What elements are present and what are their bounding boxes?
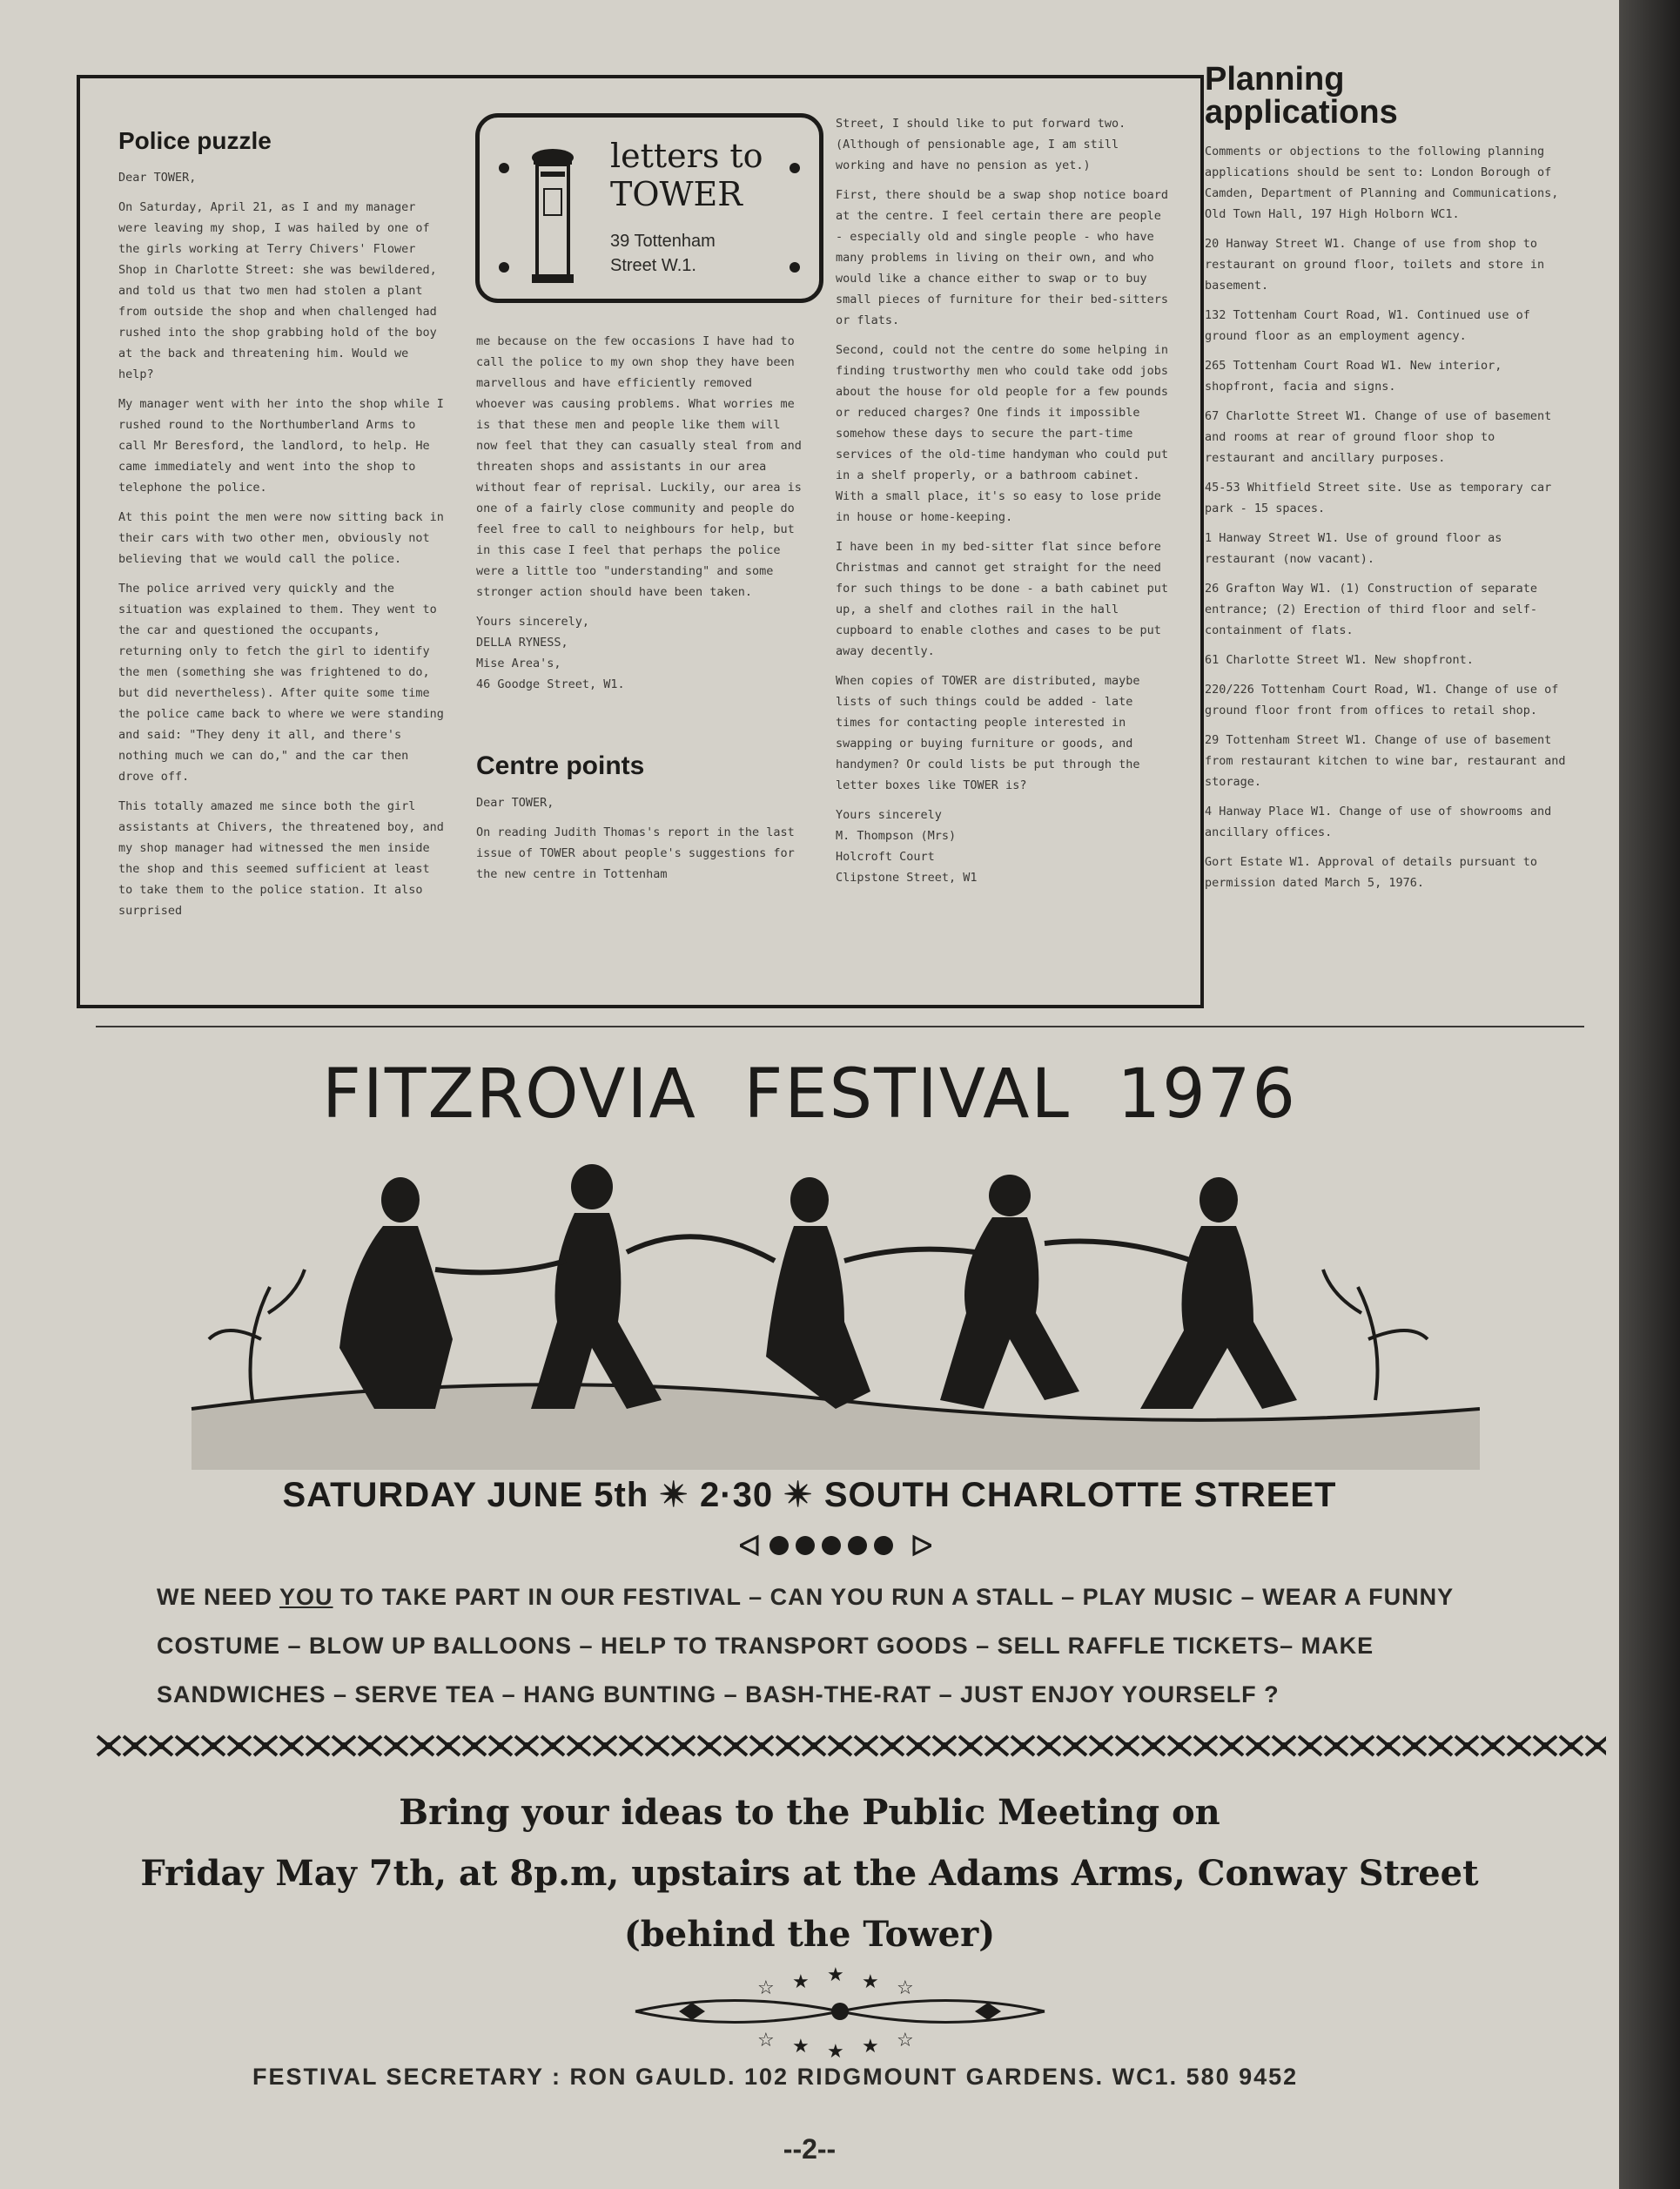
logo-address-line1: 39 Tottenham xyxy=(610,232,716,251)
svg-text:★: ★ xyxy=(827,1964,844,1986)
meeting-line-2: Friday May 7th, at 8p.m, upstairs at the Adams Arms, Conway Street xyxy=(140,1853,1479,1894)
bullet-icon xyxy=(499,163,509,173)
page-edge-shadow xyxy=(1619,0,1680,2189)
letter-greeting: Dear TOWER, xyxy=(118,171,197,185)
star-ornament-icon xyxy=(627,1963,1053,2059)
letter-continued xyxy=(476,331,807,893)
letter-paragraph: When copies of TOWER are distributed, maybe lists of such things could be added - late times for contacting people interested in swapping or buying furniture or goods, and handymen? Or could lists be put through the letter boxes like TOWER is? xyxy=(836,674,1140,792)
festival-title: FITZROVIA FESTIVAL 1976 xyxy=(321,1055,1298,1134)
letter-paragraph: The police arrived very quickly and the situation was explained to them. They went to the car and questioned the occupants, returning only to fetch the girl to identify the men (something she was frightened to do, but did nevertheless). After quite some time the police came back to where we were standing and said: "They deny it all, and there's nothing much we can do," and the car then drove off. xyxy=(118,582,444,784)
planning-item: 4 Hanway Place W1. Change of use of showrooms and ancillary offices. xyxy=(1205,805,1552,839)
svg-text:★: ★ xyxy=(827,2041,844,2059)
bullet-ornament-icon xyxy=(740,1532,931,1559)
logo-address xyxy=(610,229,716,278)
planning-item: 220/226 Tottenham Court Road, W1. Change of use of ground floor front from offices to retail shop. xyxy=(1205,683,1559,717)
letter-signature: DELLA RYNESS, xyxy=(476,636,568,650)
svg-text:☆: ☆ xyxy=(757,1977,775,1999)
svg-text:☆: ☆ xyxy=(897,2030,914,2051)
svg-text:★: ★ xyxy=(792,1971,810,1993)
meeting-line-1: Bring your ideas to the Public Meeting on xyxy=(399,1792,1220,1833)
decorative-border xyxy=(96,1731,1606,1761)
letter-paragraph: On reading Judith Thomas's report in the last issue of TOWER about people's suggestions for the new centre in Tottenham xyxy=(476,825,795,881)
letter-paragraph: me because on the few occasions I have had to call the police to my own shop they have been marvellous and have efficiently removed whoever was causing problems. What worries me is that these men and people like them will now feel that they can casually steal from and threaten shops and assistants in our area without fear of reprisal. Luckily, our area is one of a fairly close community and people do feel free to call to neighbours for help, but in this case I feel that perhaps the police were a little too "understanding" and some stronger action should have been taken. xyxy=(476,334,802,599)
letter-paragraph: Second, could not the centre do some helping in finding trustworthy men who could take odd jobs about the house for old people for a few pounds or reduced charges? One finds it impossible somehow these days to secure the part-time services of the old-time handyman who could put in a shelf properly, or a bathroom cabinet. With a small place, it's so easy to lose pride in house or home-keeping. xyxy=(836,343,1169,524)
letter-signature: M. Thompson (Mrs) xyxy=(836,829,957,843)
bullet-icon xyxy=(790,163,800,173)
logo-title xyxy=(610,137,763,213)
letter-paragraph: My manager went with her into the shop while I rushed round to the Northumberland Arms to call Mr Beresford, the landlord, to help. He came immediately and went into the shop to telephone the police. xyxy=(118,397,444,495)
planning-applications xyxy=(1205,63,1570,902)
letter-paragraph: First, there should be a swap shop notice board at the centre. I feel certain there are people - especially old and single people - who have many problems in living on their own, and who would like a chance either to swap or to buy small pieces of furniture for their bed-sitters or flats. xyxy=(836,188,1169,327)
letters-section xyxy=(77,75,1204,1008)
letter-address: 46 Goodge Street, W1. xyxy=(476,677,625,691)
svg-text:★: ★ xyxy=(862,1971,879,1993)
centre-points-continued xyxy=(836,113,1171,888)
appeal-text: WE NEED xyxy=(157,1584,280,1610)
planning-item: 20 Hanway Street W1. Change of use from shop to restaurant on ground floor, toilets and store in basement. xyxy=(1205,237,1545,293)
svg-text:★: ★ xyxy=(792,2036,810,2058)
letter-sign-off: Yours sincerely xyxy=(836,808,942,822)
letter-paragraph: Street, I should like to put forward two. (Although of pensionable age, I am still working and have no pension as yet.) xyxy=(836,117,1126,172)
letters-to-tower-logo xyxy=(475,113,823,303)
planning-item: 67 Charlotte Street W1. Change of use of basement and rooms at rear of ground floor shop to restaurant and ancillary purposes. xyxy=(1205,409,1552,465)
section-divider xyxy=(96,1026,1584,1027)
letter-paragraph: This totally amazed me since both the girl assistants at Chivers, the threatened boy, and my shop manager had witnessed the men inside the shop and this seemed sufficient at least to take them to the police station. It also surprised xyxy=(118,799,444,918)
planning-title-line1: Planning xyxy=(1205,61,1345,98)
dancers-illustration xyxy=(174,1148,1480,1470)
planning-list xyxy=(1205,141,1570,893)
letter-paragraph: On Saturday, April 21, as I and my manager were leaving my shop, I was hailed by one of the girls working at Terry Chivers' Flower Shop in Charlotte Street: she was bewildered, and told us that two men had stolen a plant from outside the shop and when challenged had rushed into the shop grabbing hold of the boy at the back and threatening him. Would we help? xyxy=(118,200,437,381)
police-puzzle-title: Police puzzle xyxy=(118,127,272,154)
svg-text:☆: ☆ xyxy=(757,2030,775,2051)
letter-org: Mise Area's, xyxy=(476,657,561,670)
planning-title xyxy=(1205,63,1570,129)
pillar-box-icon xyxy=(527,145,579,285)
page-number: --2-- xyxy=(783,2133,837,2165)
letter-greeting: Dear TOWER, xyxy=(476,796,554,810)
planning-item: 265 Tottenham Court Road W1. New interior, shopfront, facia and signs. xyxy=(1205,359,1502,394)
svg-text:★: ★ xyxy=(862,2036,879,2058)
police-puzzle-letter xyxy=(118,127,449,930)
volunteer-appeal xyxy=(157,1573,1549,1719)
planning-item: 26 Grafton Way W1. (1) Construction of separate entrance; (2) Erection of third floor and self-containment of flats. xyxy=(1205,582,1538,637)
planning-item: 1 Hanway Street W1. Use of ground floor as restaurant (now vacant). xyxy=(1205,531,1502,566)
letter-address: Holcroft Court xyxy=(836,850,935,864)
svg-text:☆: ☆ xyxy=(897,1977,914,1999)
planning-item: Gort Estate W1. Approval of details pursuant to permission dated March 5, 1976. xyxy=(1205,855,1538,890)
planning-item: 45-53 Whitfield Street site. Use as temporary car park - 15 spaces. xyxy=(1205,481,1552,515)
planning-item: 132 Tottenham Court Road, W1. Continued use of ground floor as an employment agency. xyxy=(1205,308,1530,343)
festival-secretary: FESTIVAL SECRETARY : RON GAULD. 102 RIDGMOUNT GARDENS. WC1. 580 9452 xyxy=(252,2064,1299,2090)
appeal-text: TO TAKE PART IN OUR FESTIVAL – CAN YOU RUN A STALL – PLAY MUSIC – WEAR A FUNNY COSTUME – BLOW UP BALLOONS – HELP TO TRANSPORT GOODS – SELL RAFFLE TICKETS– MAKE SANDWICHES – SERVE TEA – HANG BUNTING – BASH-THE-RAT – JUST ENJOY YOURSELF ? xyxy=(157,1584,1454,1707)
bullet-icon xyxy=(499,262,509,273)
letter-address: Clipstone Street, W1 xyxy=(836,871,978,885)
appeal-you: YOU xyxy=(279,1584,333,1610)
centre-points-title: Centre points xyxy=(476,751,645,780)
logo-address-line2: Street W.1. xyxy=(610,256,696,275)
bullet-icon xyxy=(790,262,800,273)
planning-title-line2: applications xyxy=(1205,94,1398,131)
meeting-line-3: (behind the Tower) xyxy=(623,1914,996,1955)
festival-date: SATURDAY JUNE 5th ✴ 2·30 ✴ SOUTH CHARLOTTE STREET xyxy=(282,1476,1337,1514)
logo-line2: TOWER xyxy=(610,175,743,213)
letter-sign-off: Yours sincerely, xyxy=(476,615,590,629)
letter-paragraph: I have been in my bed-sitter flat since before Christmas and cannot get straight for the need for such things to be done - a bath cabinet put up, a shelf and clothes rail in the hall cupboard to enable clothes and cases to be put away decently. xyxy=(836,540,1169,658)
logo-line1: letters to xyxy=(610,137,763,175)
planning-item: 61 Charlotte Street W1. New shopfront. xyxy=(1205,653,1474,667)
letter-paragraph: At this point the men were now sitting back in their cars with two other men, obviously not believing that we would call the police. xyxy=(118,510,444,566)
planning-intro: Comments or objections to the following planning applications should be sent to: London Borough of Camden, Department of Planning and Communications, Old Town Hall, 197 High Holborn WC1. xyxy=(1205,145,1559,221)
planning-item: 29 Tottenham Street W1. Change of use of basement from restaurant kitchen to wine bar, restaurant and storage. xyxy=(1205,733,1566,789)
